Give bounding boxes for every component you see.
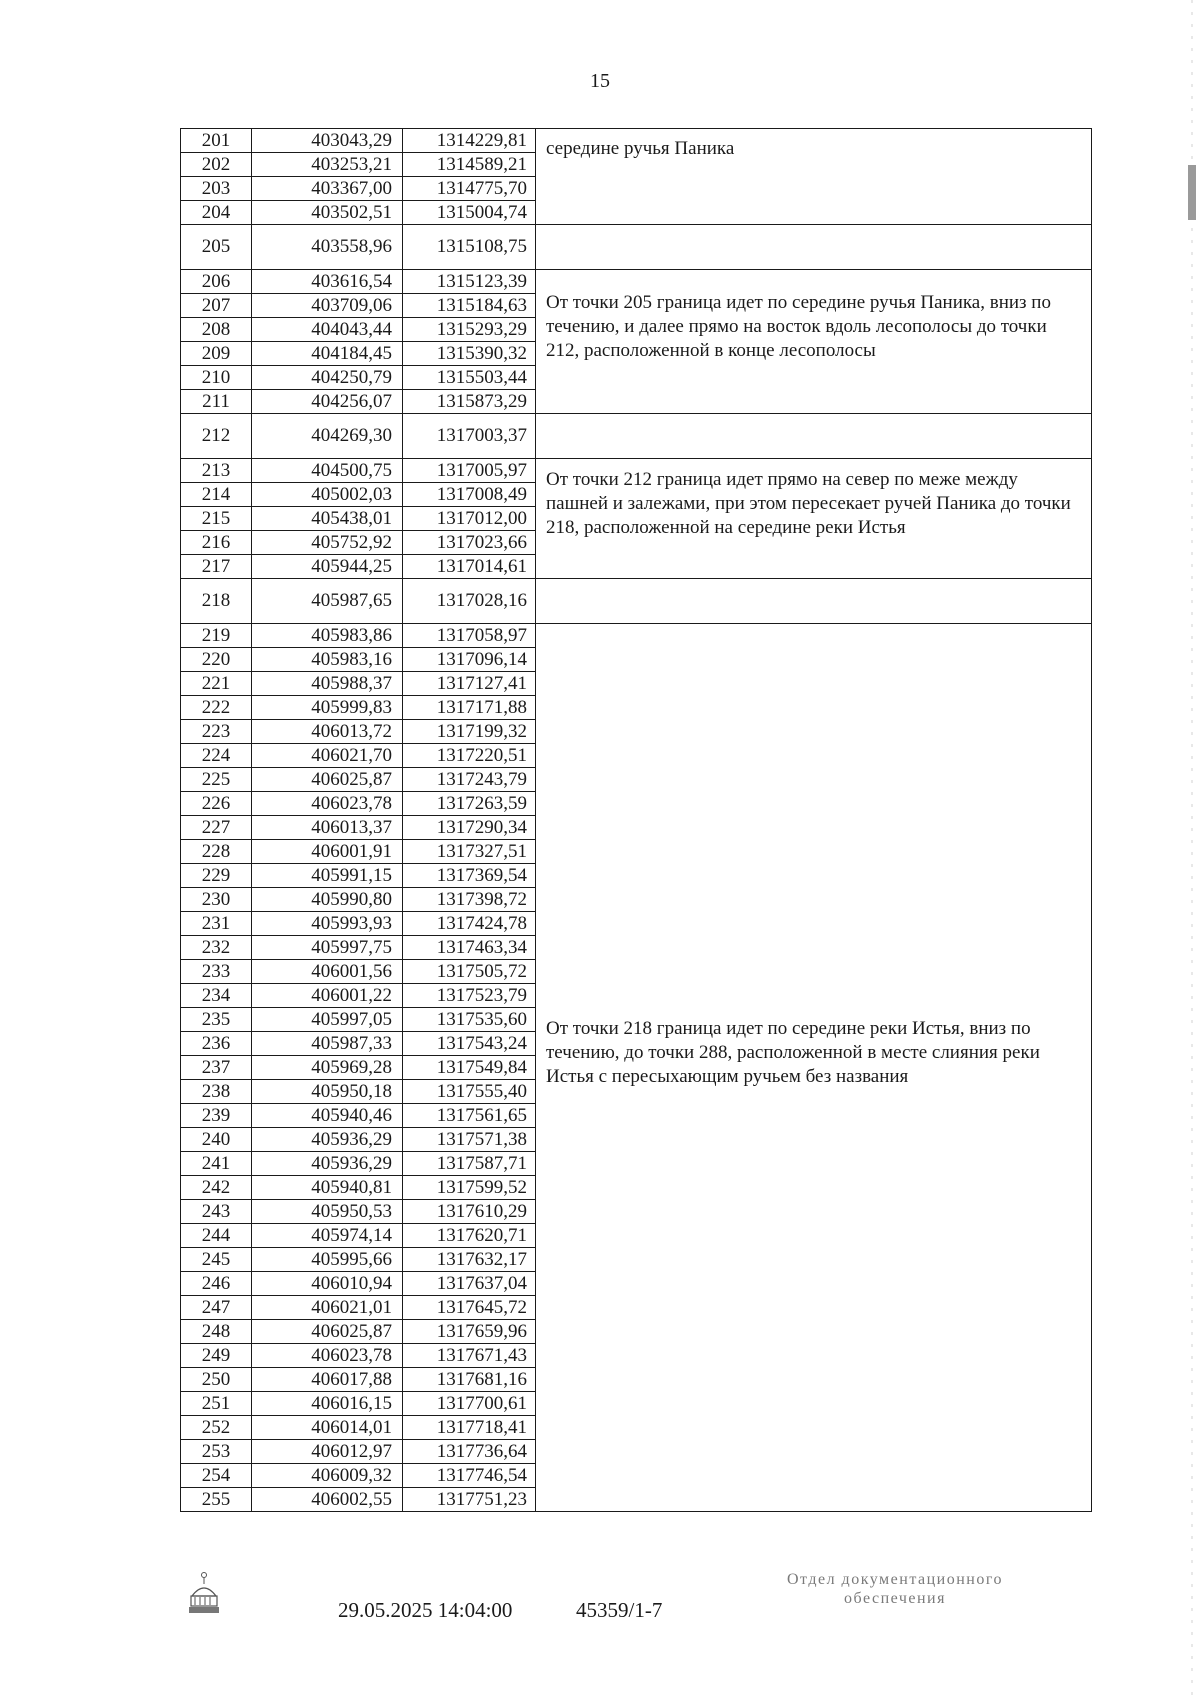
point-number-cell: 241 (181, 1152, 252, 1176)
point-number-cell: 243 (181, 1200, 252, 1224)
y-coordinate-cell: 1317171,88 (403, 696, 536, 720)
point-number-cell: 240 (181, 1128, 252, 1152)
y-coordinate-cell: 1317096,14 (403, 648, 536, 672)
x-coordinate-cell: 406012,97 (252, 1440, 403, 1464)
point-number-cell: 231 (181, 912, 252, 936)
point-number-cell: 210 (181, 366, 252, 390)
x-coordinate-cell: 405983,16 (252, 648, 403, 672)
x-coordinate-cell: 406017,88 (252, 1368, 403, 1392)
y-coordinate-cell: 1314589,21 (403, 153, 536, 177)
point-number-cell: 244 (181, 1224, 252, 1248)
y-coordinate-cell: 1317008,49 (403, 483, 536, 507)
x-coordinate-cell: 405987,33 (252, 1032, 403, 1056)
x-coordinate-cell: 405950,18 (252, 1080, 403, 1104)
x-coordinate-cell: 405752,92 (252, 531, 403, 555)
point-number-cell: 235 (181, 1008, 252, 1032)
x-coordinate-cell: 405991,15 (252, 864, 403, 888)
point-number-cell: 246 (181, 1272, 252, 1296)
x-coordinate-cell: 405940,46 (252, 1104, 403, 1128)
point-number-cell: 251 (181, 1392, 252, 1416)
y-coordinate-cell: 1314775,70 (403, 177, 536, 201)
x-coordinate-cell: 404043,44 (252, 318, 403, 342)
boundary-description-cell: От точки 218 граница идет по середине реки Истья, вниз по течению, до точки 288, расположенной в месте слияния реки Истья с пересыхающим ручьем без названия (536, 624, 1092, 1512)
y-coordinate-cell: 1317023,66 (403, 531, 536, 555)
y-coordinate-cell: 1315873,29 (403, 390, 536, 414)
y-coordinate-cell: 1317127,41 (403, 672, 536, 696)
x-coordinate-cell: 405438,01 (252, 507, 403, 531)
y-coordinate-cell: 1317220,51 (403, 744, 536, 768)
x-coordinate-cell: 405997,75 (252, 936, 403, 960)
x-coordinate-cell: 403502,51 (252, 201, 403, 225)
table-row (181, 459, 1092, 483)
point-number-cell: 232 (181, 936, 252, 960)
x-coordinate-cell: 406009,32 (252, 1464, 403, 1488)
x-coordinate-cell: 405002,03 (252, 483, 403, 507)
x-coordinate-cell: 404250,79 (252, 366, 403, 390)
point-number-cell: 207 (181, 294, 252, 318)
x-coordinate-cell: 406021,70 (252, 744, 403, 768)
stamp-line-2: обеспечения (844, 1590, 946, 1607)
table-row (181, 414, 1092, 459)
y-coordinate-cell: 1317523,79 (403, 984, 536, 1008)
x-coordinate-cell: 406010,94 (252, 1272, 403, 1296)
y-coordinate-cell: 1317327,51 (403, 840, 536, 864)
x-coordinate-cell: 405997,05 (252, 1008, 403, 1032)
point-number-cell: 250 (181, 1368, 252, 1392)
y-coordinate-cell: 1314229,81 (403, 129, 536, 153)
x-coordinate-cell: 405990,80 (252, 888, 403, 912)
x-coordinate-cell: 403043,29 (252, 129, 403, 153)
x-coordinate-cell: 406023,78 (252, 1344, 403, 1368)
y-coordinate-cell: 1317681,16 (403, 1368, 536, 1392)
point-number-cell: 208 (181, 318, 252, 342)
table-row (181, 129, 1092, 153)
boundary-description-cell: От точки 212 граница идет прямо на север по меже между пашней и залежами, при этом пересекает ручей Паника до точки 218, расположенной на середине реки Истья (536, 459, 1092, 579)
point-number-cell: 225 (181, 768, 252, 792)
x-coordinate-cell: 406025,87 (252, 768, 403, 792)
y-coordinate-cell: 1315004,74 (403, 201, 536, 225)
y-coordinate-cell: 1317637,04 (403, 1272, 536, 1296)
x-coordinate-cell: 406001,91 (252, 840, 403, 864)
point-number-cell: 212 (181, 414, 252, 459)
y-coordinate-cell: 1317263,59 (403, 792, 536, 816)
footer-datetime: 29.05.2025 14:04:00 (338, 1598, 513, 1622)
y-coordinate-cell: 1317561,65 (403, 1104, 536, 1128)
x-coordinate-cell: 406001,22 (252, 984, 403, 1008)
coordinates-table (180, 128, 1092, 1512)
point-number-cell: 228 (181, 840, 252, 864)
point-number-cell: 219 (181, 624, 252, 648)
y-coordinate-cell: 1317028,16 (403, 579, 536, 624)
x-coordinate-cell: 405987,65 (252, 579, 403, 624)
x-coordinate-cell: 405988,37 (252, 672, 403, 696)
x-coordinate-cell: 403709,06 (252, 294, 403, 318)
boundary-description-cell: От точки 205 граница идет по середине ручья Паника, вниз по течению, и далее прямо на восток вдоль лесополосы до точки 212, расположенной в конце лесополосы (536, 270, 1092, 414)
y-coordinate-cell: 1317718,41 (403, 1416, 536, 1440)
y-coordinate-cell: 1315123,39 (403, 270, 536, 294)
point-number-cell: 223 (181, 720, 252, 744)
point-number-cell: 224 (181, 744, 252, 768)
boundary-description-empty-cell (536, 579, 1092, 624)
point-number-cell: 245 (181, 1248, 252, 1272)
y-coordinate-cell: 1317587,71 (403, 1152, 536, 1176)
x-coordinate-cell: 405995,66 (252, 1248, 403, 1272)
y-coordinate-cell: 1315108,75 (403, 225, 536, 270)
point-number-cell: 215 (181, 507, 252, 531)
point-number-cell: 249 (181, 1344, 252, 1368)
y-coordinate-cell: 1317012,00 (403, 507, 536, 531)
point-number-cell: 202 (181, 153, 252, 177)
y-coordinate-cell: 1317571,38 (403, 1128, 536, 1152)
point-number-cell: 236 (181, 1032, 252, 1056)
x-coordinate-cell: 405969,28 (252, 1056, 403, 1080)
point-number-cell: 226 (181, 792, 252, 816)
y-coordinate-cell: 1317700,61 (403, 1392, 536, 1416)
point-number-cell: 229 (181, 864, 252, 888)
x-coordinate-cell: 405936,29 (252, 1128, 403, 1152)
y-coordinate-cell: 1317746,54 (403, 1464, 536, 1488)
table-row (181, 225, 1092, 270)
y-coordinate-cell: 1315390,32 (403, 342, 536, 366)
x-coordinate-cell: 403558,96 (252, 225, 403, 270)
y-coordinate-cell: 1317003,37 (403, 414, 536, 459)
x-coordinate-cell: 405940,81 (252, 1176, 403, 1200)
table-row (181, 579, 1092, 624)
x-coordinate-cell: 404184,45 (252, 342, 403, 366)
point-number-cell: 247 (181, 1296, 252, 1320)
y-coordinate-cell: 1317543,24 (403, 1032, 536, 1056)
y-coordinate-cell: 1317751,23 (403, 1488, 536, 1512)
point-number-cell: 211 (181, 390, 252, 414)
y-coordinate-cell: 1317632,17 (403, 1248, 536, 1272)
y-coordinate-cell: 1317645,72 (403, 1296, 536, 1320)
x-coordinate-cell: 406025,87 (252, 1320, 403, 1344)
point-number-cell: 204 (181, 201, 252, 225)
x-coordinate-cell: 405944,25 (252, 555, 403, 579)
point-number-cell: 233 (181, 960, 252, 984)
y-coordinate-cell: 1317290,34 (403, 816, 536, 840)
x-coordinate-cell: 405936,29 (252, 1152, 403, 1176)
point-number-cell: 206 (181, 270, 252, 294)
point-number-cell: 254 (181, 1464, 252, 1488)
y-coordinate-cell: 1317599,52 (403, 1176, 536, 1200)
point-number-cell: 205 (181, 225, 252, 270)
boundary-description-empty-cell (536, 225, 1092, 270)
x-coordinate-cell: 406014,01 (252, 1416, 403, 1440)
y-coordinate-cell: 1317620,71 (403, 1224, 536, 1248)
x-coordinate-cell: 404256,07 (252, 390, 403, 414)
point-number-cell: 217 (181, 555, 252, 579)
point-number-cell: 221 (181, 672, 252, 696)
point-number-cell: 255 (181, 1488, 252, 1512)
point-number-cell: 220 (181, 648, 252, 672)
y-coordinate-cell: 1317736,64 (403, 1440, 536, 1464)
y-coordinate-cell: 1317424,78 (403, 912, 536, 936)
x-coordinate-cell: 403367,00 (252, 177, 403, 201)
scan-edge-marks (1180, 0, 1200, 1695)
x-coordinate-cell: 405993,93 (252, 912, 403, 936)
point-number-cell: 201 (181, 129, 252, 153)
point-number-cell: 237 (181, 1056, 252, 1080)
point-number-cell: 216 (181, 531, 252, 555)
point-number-cell: 234 (181, 984, 252, 1008)
organization-logo-icon (186, 1570, 222, 1623)
y-coordinate-cell: 1317659,96 (403, 1320, 536, 1344)
point-number-cell: 238 (181, 1080, 252, 1104)
x-coordinate-cell: 405983,86 (252, 624, 403, 648)
point-number-cell: 222 (181, 696, 252, 720)
page-number: 15 (590, 70, 610, 92)
x-coordinate-cell: 405999,83 (252, 696, 403, 720)
y-coordinate-cell: 1317610,29 (403, 1200, 536, 1224)
x-coordinate-cell: 406016,15 (252, 1392, 403, 1416)
point-number-cell: 248 (181, 1320, 252, 1344)
x-coordinate-cell: 403253,21 (252, 153, 403, 177)
y-coordinate-cell: 1317505,72 (403, 960, 536, 984)
y-coordinate-cell: 1317014,61 (403, 555, 536, 579)
point-number-cell: 252 (181, 1416, 252, 1440)
y-coordinate-cell: 1315293,29 (403, 318, 536, 342)
y-coordinate-cell: 1315184,63 (403, 294, 536, 318)
boundary-description-cell: середине ручья Паника (536, 129, 1092, 225)
point-number-cell: 203 (181, 177, 252, 201)
point-number-cell: 230 (181, 888, 252, 912)
point-number-cell: 239 (181, 1104, 252, 1128)
y-coordinate-cell: 1317671,43 (403, 1344, 536, 1368)
x-coordinate-cell: 406013,37 (252, 816, 403, 840)
stamp-line-1: Отдел документационного (786, 1571, 1004, 1588)
x-coordinate-cell: 405950,53 (252, 1200, 403, 1224)
y-coordinate-cell: 1315503,44 (403, 366, 536, 390)
y-coordinate-cell: 1317005,97 (403, 459, 536, 483)
point-number-cell: 214 (181, 483, 252, 507)
y-coordinate-cell: 1317549,84 (403, 1056, 536, 1080)
y-coordinate-cell: 1317555,40 (403, 1080, 536, 1104)
point-number-cell: 213 (181, 459, 252, 483)
y-coordinate-cell: 1317398,72 (403, 888, 536, 912)
point-number-cell: 242 (181, 1176, 252, 1200)
boundary-description-empty-cell (536, 414, 1092, 459)
table-row (181, 624, 1092, 648)
x-coordinate-cell: 405974,14 (252, 1224, 403, 1248)
y-coordinate-cell: 1317058,97 (403, 624, 536, 648)
point-number-cell: 209 (181, 342, 252, 366)
department-stamp (745, 1570, 1045, 1608)
footer-doc-number: 45359/1-7 (576, 1598, 663, 1622)
point-number-cell: 227 (181, 816, 252, 840)
table-row (181, 270, 1092, 294)
y-coordinate-cell: 1317535,60 (403, 1008, 536, 1032)
x-coordinate-cell: 404500,75 (252, 459, 403, 483)
x-coordinate-cell: 406013,72 (252, 720, 403, 744)
x-coordinate-cell: 406001,56 (252, 960, 403, 984)
x-coordinate-cell: 403616,54 (252, 270, 403, 294)
x-coordinate-cell: 404269,30 (252, 414, 403, 459)
point-number-cell: 218 (181, 579, 252, 624)
x-coordinate-cell: 406021,01 (252, 1296, 403, 1320)
point-number-cell: 253 (181, 1440, 252, 1464)
x-coordinate-cell: 406002,55 (252, 1488, 403, 1512)
y-coordinate-cell: 1317199,32 (403, 720, 536, 744)
x-coordinate-cell: 406023,78 (252, 792, 403, 816)
y-coordinate-cell: 1317369,54 (403, 864, 536, 888)
y-coordinate-cell: 1317243,79 (403, 768, 536, 792)
y-coordinate-cell: 1317463,34 (403, 936, 536, 960)
